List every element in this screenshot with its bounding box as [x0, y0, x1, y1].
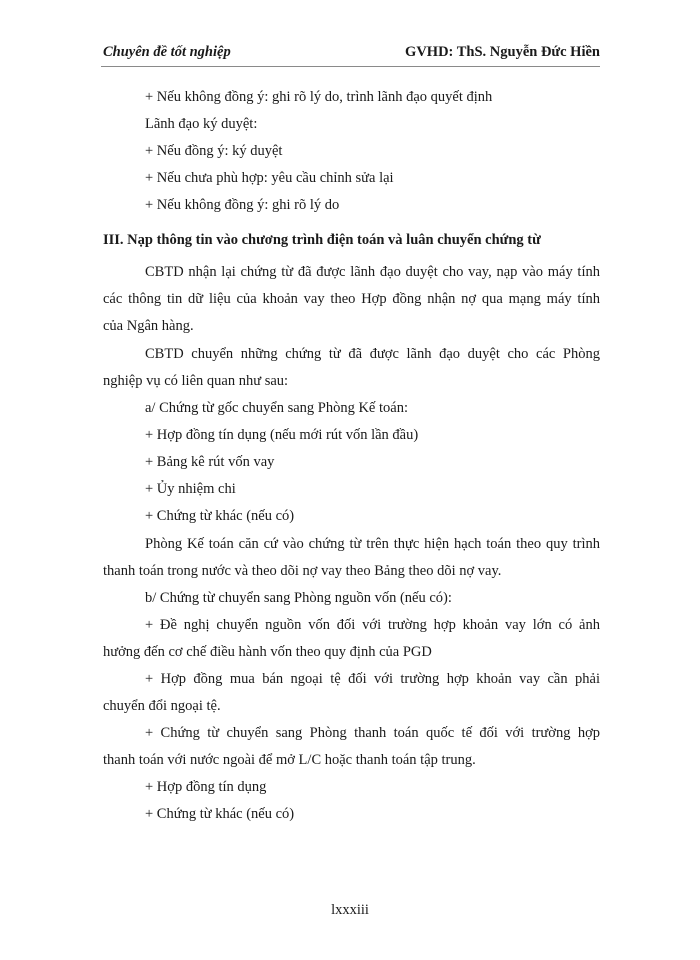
subsection-title: b/ Chứng từ chuyển sang Phòng nguồn vốn (nếu có): [145, 590, 452, 606]
list-item: + Bảng kê rút vốn vay [145, 454, 275, 470]
list-item: + Hợp đồng mua bán ngoại tệ đối với trường hợp khoản vay cần phải [145, 671, 600, 687]
list-item: + Chứng từ khác (nếu có) [145, 508, 295, 524]
list-item: + Hợp đồng tín dụng [145, 779, 267, 795]
list-item-continuation: hưởng đến cơ chế điều hành vốn theo quy định của PGD [103, 644, 432, 660]
header-supervisor: GVHD: ThS. Nguyễn Đức Hiền [405, 44, 600, 60]
list-item: + Đề nghị chuyển nguồn vốn đối với trường hợp khoản vay lớn có ảnh [145, 617, 600, 633]
list-item: + Hợp đồng tín dụng (nếu mới rút vốn lần đầu) [145, 427, 419, 443]
text-line: + Nếu không đồng ý: ghi rõ lý do, trình lãnh đạo quyết định [145, 89, 493, 105]
list-item: + Chứng từ khác (nếu có) [145, 806, 295, 822]
subsection-title: a/ Chứng từ gốc chuyển sang Phòng Kế toán: [145, 400, 408, 416]
paragraph-line: CBTD nhận lại chứng từ đã được lãnh đạo duyệt cho vay, nạp vào máy tính [145, 264, 600, 280]
paragraph-line: thanh toán trong nước và theo dõi nợ vay theo Bảng theo dõi nợ vay. [103, 563, 502, 579]
list-item-continuation: thanh toán với nước ngoài để mở L/C hoặc thanh toán tập trung. [103, 752, 476, 768]
list-item: + Chứng từ chuyển sang Phòng thanh toán quốc tế đối với trường hợp [145, 725, 600, 741]
text-line: + Nếu chưa phù hợp: yêu cầu chỉnh sửa lại [145, 170, 394, 186]
paragraph-line: các thông tin dữ liệu của khoản vay theo Hợp đồng nhận nợ qua mạng máy tính [103, 291, 600, 307]
header-document-title: Chuyên đề tốt nghiệp [103, 44, 231, 60]
paragraph-line: của Ngân hàng. [103, 318, 194, 334]
page-number: lxxxiii [331, 902, 369, 918]
header-rule [101, 66, 600, 67]
text-line: Lãnh đạo ký duyệt: [145, 116, 258, 132]
paragraph-line: CBTD chuyển những chứng từ đã được lãnh đạo duyệt cho các Phòng [145, 346, 600, 362]
text-line: + Nếu đồng ý: ký duyệt [145, 143, 283, 159]
paragraph-line: Phòng Kế toán căn cứ vào chứng từ trên thực hiện hạch toán theo quy trình [145, 536, 600, 552]
paragraph-line: nghiệp vụ có liên quan như sau: [103, 373, 289, 389]
page-header [103, 44, 600, 64]
list-item: + Ủy nhiệm chi [145, 481, 236, 497]
text-line: + Nếu không đồng ý: ghi rõ lý do [145, 197, 340, 213]
section-heading: III. Nạp thông tin vào chương trình điện toán và luân chuyển chứng từ [103, 232, 541, 248]
list-item-continuation: chuyển đổi ngoại tệ. [103, 698, 221, 714]
